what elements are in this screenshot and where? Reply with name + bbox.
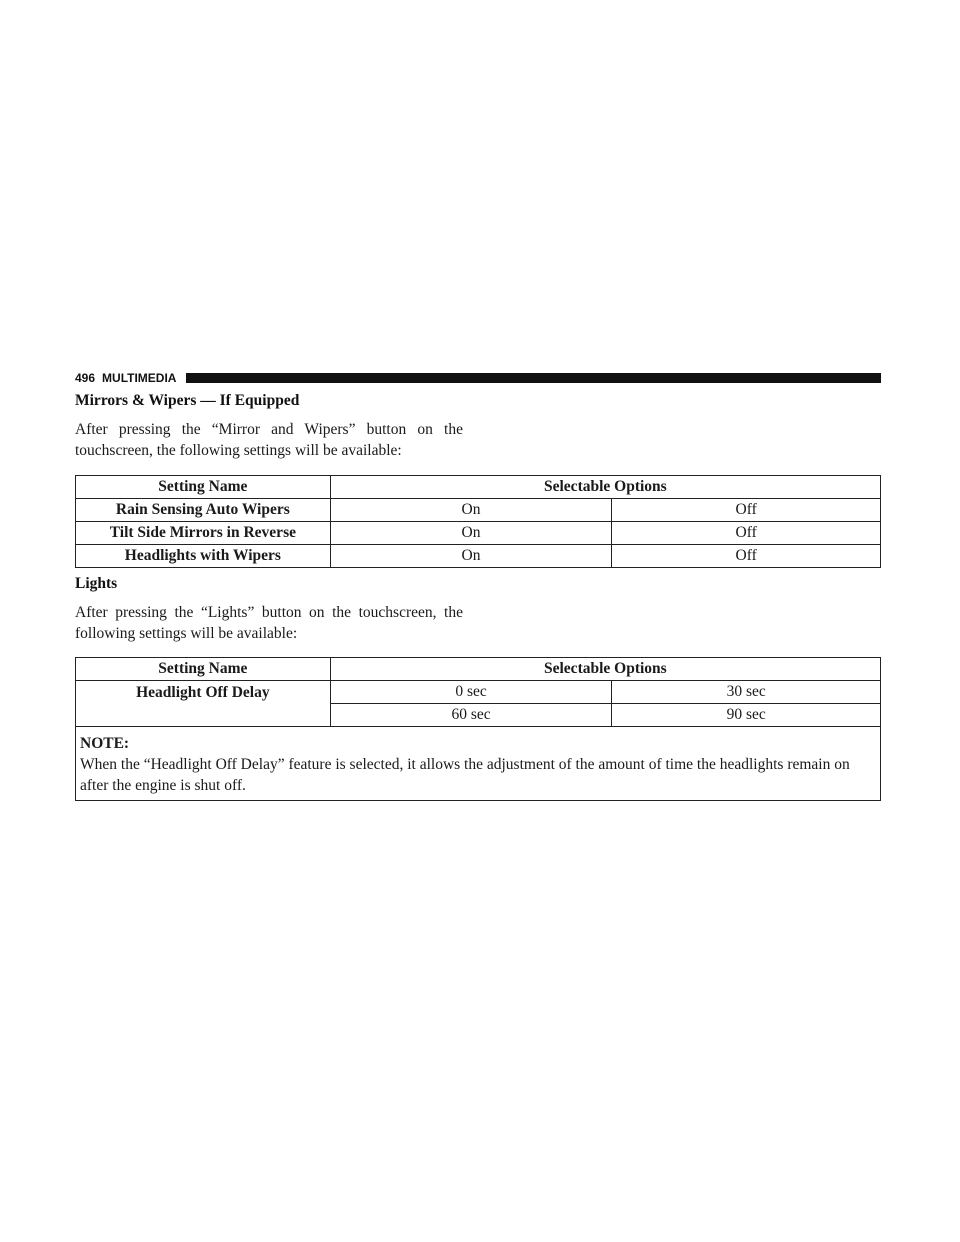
option-30-sec: 30 sec xyxy=(612,681,881,704)
lights-heading: Lights xyxy=(75,575,118,592)
table-row xyxy=(76,522,881,545)
option-on: On xyxy=(330,499,612,522)
table-row xyxy=(76,545,881,568)
col-selectable-options: Selectable Options xyxy=(330,658,880,681)
lights-intro: After pressing the “Lights” button on the touchscreen, the following settings will be available: xyxy=(75,604,463,642)
col-setting-name: Setting Name xyxy=(76,658,331,681)
page-header xyxy=(75,370,881,386)
mirrors-intro: After pressing the “Mirror and Wipers” button on the touchscreen, the following settings will be available: xyxy=(75,421,463,459)
mirrors-heading: Mirrors & Wipers — If Equipped xyxy=(75,392,300,409)
option-on: On xyxy=(330,545,612,568)
section-title: MULTIMEDIA xyxy=(102,371,177,385)
option-off: Off xyxy=(612,499,881,522)
table-row xyxy=(76,499,881,522)
col-setting-name: Setting Name xyxy=(76,476,331,499)
note-cell xyxy=(76,727,881,801)
table-row xyxy=(76,681,881,704)
option-on: On xyxy=(330,522,612,545)
setting-name: Tilt Side Mirrors in Reverse xyxy=(76,522,331,545)
col-selectable-options: Selectable Options xyxy=(330,476,880,499)
option-0-sec: 0 sec xyxy=(330,681,612,704)
option-60-sec: 60 sec xyxy=(330,704,612,727)
note-text: When the “Headlight Off Delay” feature is selected, it allows the adjustment of the amount of time the headlights remain on after the engine is shut off. xyxy=(80,756,850,794)
header-rule xyxy=(186,373,881,383)
mirrors-settings-table xyxy=(75,475,881,568)
table-header-row xyxy=(76,658,881,681)
option-off: Off xyxy=(612,545,881,568)
note-label: NOTE: xyxy=(80,735,130,752)
note-row xyxy=(76,727,881,801)
lights-settings-table xyxy=(75,657,881,801)
table-header-row xyxy=(76,476,881,499)
setting-name: Headlight Off Delay xyxy=(76,681,331,727)
option-off: Off xyxy=(612,522,881,545)
option-90-sec: 90 sec xyxy=(612,704,881,727)
page-number: 496 xyxy=(75,371,96,385)
setting-name: Headlights with Wipers xyxy=(76,545,331,568)
setting-name: Rain Sensing Auto Wipers xyxy=(76,499,331,522)
